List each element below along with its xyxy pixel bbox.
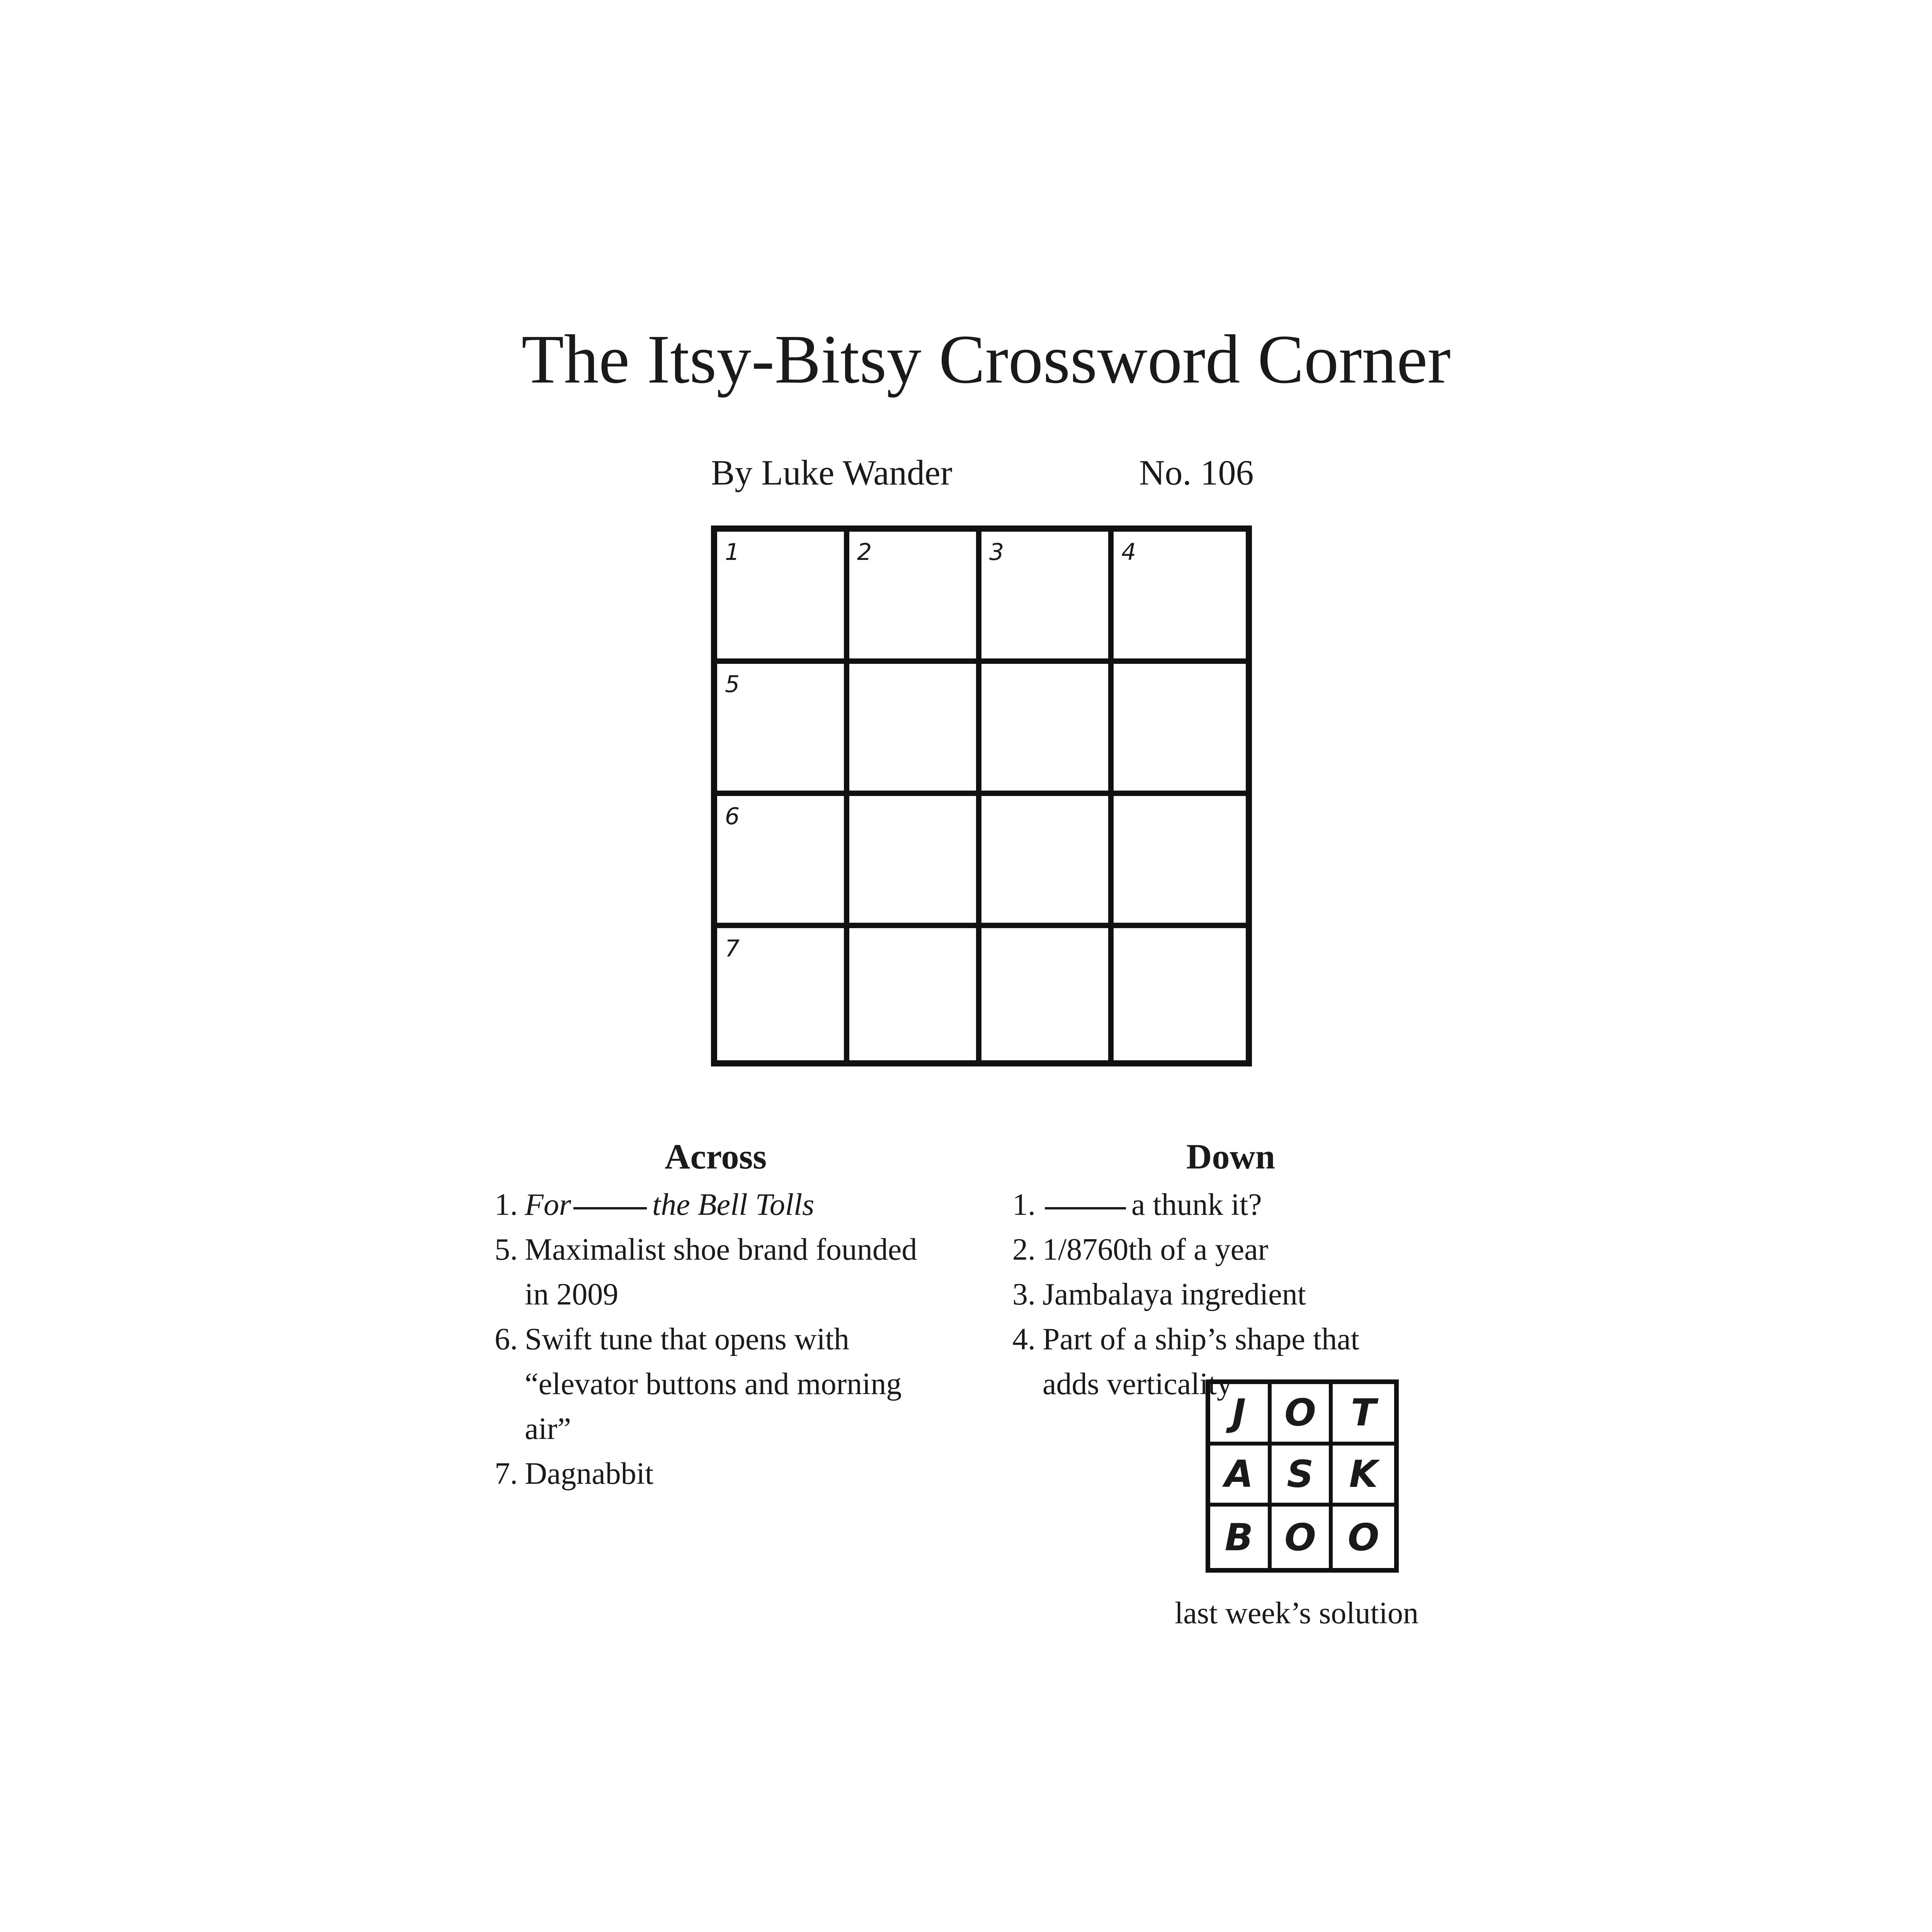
clue-item [495, 1227, 943, 1317]
clue-number: 6. [495, 1322, 518, 1356]
clue-text: Swift tune that opens with “elevator buttons and morning air” [525, 1322, 902, 1446]
clue-number: 1. [495, 1188, 518, 1222]
cell-number: 6 [725, 803, 740, 830]
clue-number: 2. [1012, 1233, 1036, 1267]
last-week-solution-grid [1206, 1379, 1399, 1573]
solution-cell: B [1210, 1507, 1272, 1568]
grid-cell[interactable] [981, 796, 1114, 928]
author-byline: By Luke Wander [711, 453, 952, 492]
answer-blank [1045, 1207, 1126, 1209]
clue-item [1012, 1227, 1457, 1272]
solution-cell: O [1272, 1507, 1333, 1568]
solution-cell: O [1272, 1384, 1333, 1446]
solution-cell: K [1333, 1446, 1394, 1507]
grid-cell[interactable] [1114, 664, 1246, 796]
clue-text: For [525, 1188, 571, 1222]
solution-cell: S [1272, 1446, 1333, 1507]
cell-number: 5 [725, 671, 740, 698]
issue-number: No. 106 [1139, 453, 1254, 492]
clue-number: 7. [495, 1457, 518, 1491]
clue-text: Part of a ship’s shape that adds verticality [1043, 1322, 1359, 1401]
puzzle-title: The Itsy-Bitsy Crossword Corner [521, 321, 1451, 398]
solution-caption: last week’s solution [1175, 1596, 1419, 1630]
clue-item [495, 1182, 943, 1227]
grid-cell[interactable] [849, 796, 981, 928]
clue-item [495, 1317, 943, 1451]
across-clues [495, 1182, 943, 1496]
clue-number: 4. [1012, 1322, 1036, 1356]
cell-number: 4 [1121, 539, 1136, 566]
grid-cell[interactable] [981, 664, 1114, 796]
grid-cell[interactable] [849, 532, 981, 664]
clue-item [495, 1451, 943, 1496]
clue-item [1012, 1182, 1457, 1227]
grid-cell[interactable] [1114, 532, 1246, 664]
clue-number: 1. [1012, 1188, 1036, 1222]
grid-cell[interactable] [849, 664, 981, 796]
cell-number: 2 [857, 539, 872, 566]
clue-text: a thunk it? [1131, 1188, 1262, 1222]
grid-cell[interactable] [717, 796, 849, 928]
solution-cell: T [1333, 1384, 1394, 1446]
clue-text: Dagnabbit [525, 1457, 654, 1491]
across-heading: Across [665, 1137, 767, 1176]
cell-number: 7 [725, 935, 740, 962]
down-clues [1012, 1182, 1457, 1406]
cell-number: 1 [725, 539, 740, 566]
grid-cell[interactable] [717, 928, 849, 1060]
solution-cell: J [1210, 1384, 1272, 1446]
clue-item [1012, 1272, 1457, 1317]
grid-cell[interactable] [1114, 928, 1246, 1060]
clue-text: the Bell Tolls [652, 1188, 815, 1222]
grid-cell[interactable] [717, 664, 849, 796]
grid-cell[interactable] [849, 928, 981, 1060]
clue-text: Jambalaya ingredient [1043, 1277, 1306, 1311]
clue-text: Maximalist shoe brand founded in 2009 [525, 1233, 917, 1311]
grid-cell[interactable] [981, 532, 1114, 664]
solution-cell: O [1347, 1515, 1379, 1559]
cell-number: 3 [989, 539, 1004, 566]
clue-number: 5. [495, 1233, 518, 1267]
solution-cell: A [1210, 1446, 1272, 1507]
clue-number: 3. [1012, 1277, 1036, 1311]
grid-cell[interactable] [1114, 796, 1246, 928]
crossword-grid [711, 526, 1252, 1066]
grid-cell[interactable] [981, 928, 1114, 1060]
clue-text: 1/8760th of a year [1043, 1233, 1269, 1267]
down-heading: Down [1186, 1137, 1276, 1176]
grid-cell[interactable] [717, 532, 849, 664]
answer-blank [573, 1207, 647, 1209]
